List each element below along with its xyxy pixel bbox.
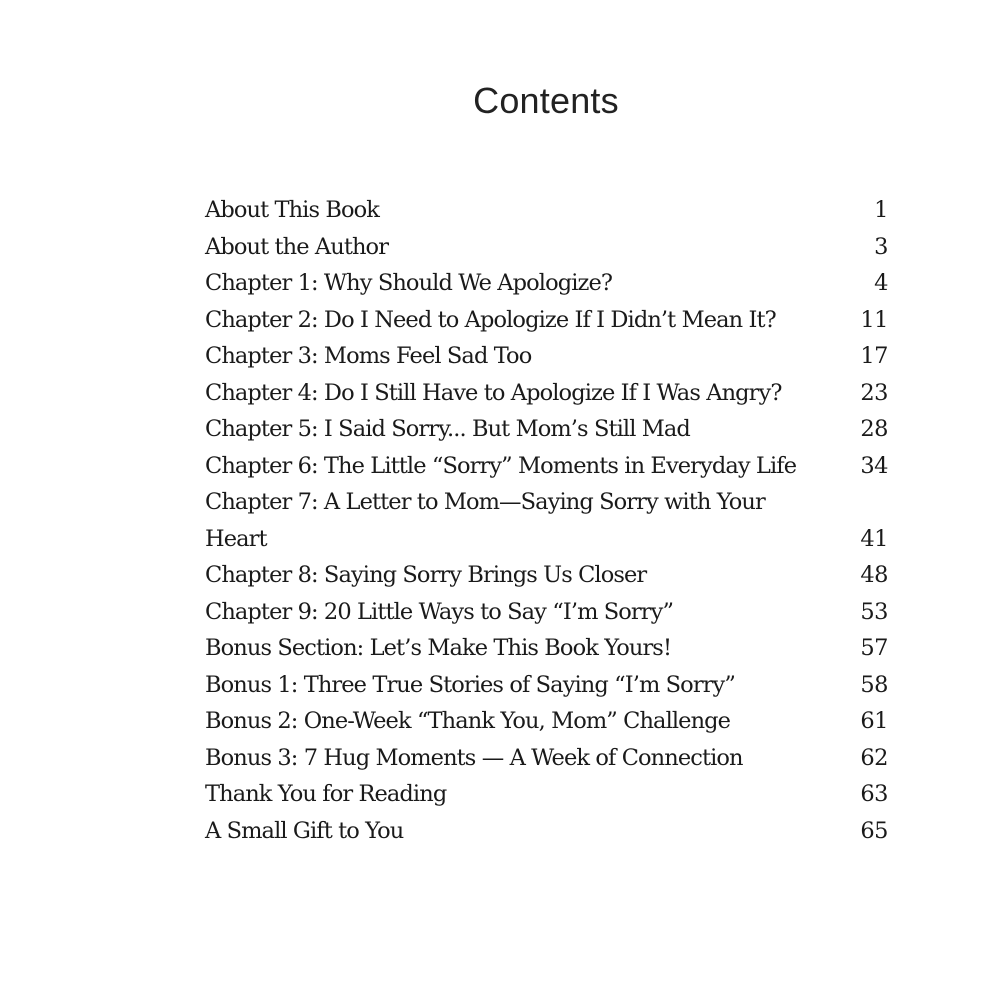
toc-entry[interactable] [205, 667, 888, 704]
toc-entry-title: Chapter 1: Why Should We Apologize? [205, 270, 613, 296]
toc-entry[interactable] [205, 557, 888, 594]
toc-entry-title: Chapter 2: Do I Need to Apologize If I Didn’t Mean It? [205, 306, 776, 333]
toc-entry-page-number: 53 [860, 598, 888, 625]
toc-entry-page-number: 63 [860, 781, 888, 807]
toc-entry[interactable] [205, 594, 888, 631]
toc-entry-title: Chapter 7: A Letter to Mom—Saying Sorry with Your Heart [205, 489, 765, 552]
toc-entry[interactable] [205, 229, 888, 266]
toc-entry-page-number: 65 [860, 817, 888, 844]
toc-entry-title: Bonus 2: One-Week “Thank You, Mom” Challenge [205, 708, 731, 734]
toc-entry-title: About the Author [205, 233, 389, 260]
toc-entry-page-number: 58 [860, 671, 888, 698]
table-of-contents [205, 192, 888, 849]
toc-entry-title: Chapter 9: 20 Little Ways to Say “I’m Sorry” [205, 598, 674, 625]
toc-entry-page-number: 28 [860, 416, 888, 442]
toc-entry[interactable] [205, 265, 888, 302]
toc-entry[interactable] [205, 302, 888, 339]
toc-entry[interactable] [205, 411, 888, 448]
toc-entry[interactable] [205, 740, 888, 777]
toc-entry[interactable] [205, 338, 888, 375]
toc-entry-page-number: 41 [860, 525, 888, 552]
toc-entry-title: Bonus 3: 7 Hug Moments — A Week of Connection [205, 744, 743, 771]
toc-entry-title: Bonus Section: Let’s Make This Book Yours! [205, 635, 672, 661]
toc-entry-title: Thank You for Reading [205, 781, 447, 807]
toc-entry[interactable] [205, 375, 888, 412]
toc-entry-title: Bonus 1: Three True Stories of Saying “I’m Sorry” [205, 671, 735, 698]
toc-entry-title: Chapter 4: Do I Still Have to Apologize If I Was Angry? [205, 379, 782, 406]
toc-entry-page-number: 23 [860, 379, 888, 406]
toc-entry-title: About This Book [205, 197, 380, 223]
toc-entry-page-number: 17 [860, 343, 888, 369]
toc-entry-page-number: 57 [860, 635, 888, 661]
toc-entry-page-number: 1 [874, 197, 888, 223]
toc-entry-page-number: 11 [860, 306, 888, 333]
toc-entry-title: A Small Gift to You [205, 817, 404, 844]
toc-entry[interactable] [205, 776, 888, 813]
toc-entry-title: Chapter 3: Moms Feel Sad Too [205, 343, 532, 369]
toc-entry-title: Chapter 8: Saying Sorry Brings Us Closer [205, 562, 647, 588]
toc-entry-page-number: 3 [874, 233, 888, 260]
toc-entry-page-number: 34 [860, 452, 888, 479]
toc-entry[interactable] [205, 484, 888, 557]
toc-entry-page-number: 48 [860, 562, 888, 588]
toc-entry-page-number: 61 [860, 708, 888, 734]
toc-entry[interactable] [205, 448, 888, 485]
page-title: Contents [473, 80, 619, 121]
toc-entry[interactable] [205, 192, 888, 229]
toc-entry-page-number: 62 [860, 744, 888, 771]
toc-entry[interactable] [205, 703, 888, 740]
toc-entry[interactable] [205, 630, 888, 667]
toc-entry-page-number: 4 [874, 270, 888, 296]
toc-entry-title: Chapter 6: The Little “Sorry” Moments in Everyday Life [205, 452, 797, 479]
toc-entry-title: Chapter 5: I Said Sorry... But Mom’s Still Mad [205, 416, 690, 442]
toc-entry[interactable] [205, 813, 888, 850]
